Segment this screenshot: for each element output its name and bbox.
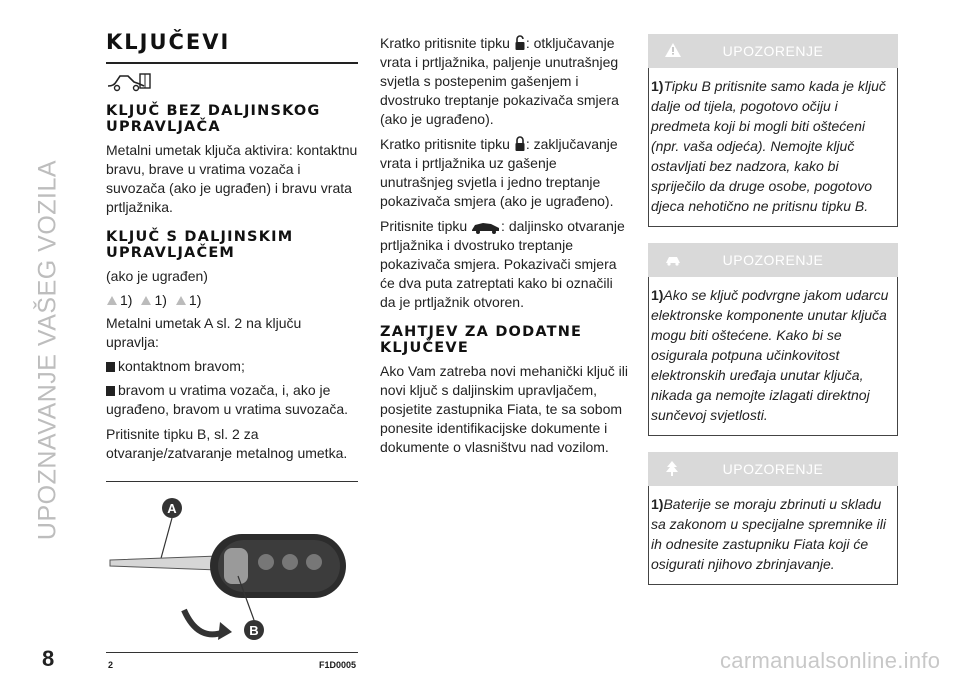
- bullet-square-icon: [106, 362, 115, 372]
- car-manual-icon: [106, 72, 358, 97]
- column-middle: [380, 34, 630, 457]
- section-title: KLJUČEVI: [106, 30, 358, 64]
- warning-header: [648, 452, 898, 486]
- tree-environment-icon: [175, 295, 187, 306]
- paragraph-metal-insert: Metalni umetak A sl. 2 na ključu upravlja:: [106, 315, 302, 350]
- paragraph-button-b: Pritisnite tipku B, sl. 2 za otvaranje/zatvaranje metalnog umetka.: [106, 426, 348, 461]
- paragraph-unlock: Kratko pritisnite tipku : otključavanje vrata i prtljažnika, paljenje unutrašnjeg svjetla s postepenim gašenjem i dvostruko treptanje pokazivača smjera (ako je ugrađeno).: [380, 35, 619, 127]
- car-trunk-icon: [471, 220, 501, 234]
- bullet-square-icon: [106, 386, 115, 396]
- sub-heading-extra-keys: ZAHTJEV ZA DODATNE KLJUČEVE: [380, 324, 583, 356]
- reference-number: 1): [154, 292, 167, 308]
- sub-heading-no-remote: KLJUČ BEZ DALJINSKOG UPRAVLJAČA: [106, 103, 321, 135]
- paragraph-trunk: Pritisnite tipku : daljinsko otvaranje prtljažnika i dvostruko treptanje pokazivača smjera. Pokazivači smjera će dva puta zatreptati kako bi označili da je prtljažnik otvoren.: [380, 218, 625, 310]
- sub-heading-remote: KLJUČ S DALJINSKIM UPRAVLJAČEM: [106, 229, 294, 261]
- warning-header: [648, 243, 898, 277]
- car-warning-icon: [140, 295, 152, 306]
- key-figure: [106, 481, 358, 670]
- padlock-open-icon: [514, 35, 526, 51]
- car-warning-icon: [664, 251, 682, 267]
- warning-box: [648, 34, 898, 227]
- warning-triangle-icon: [106, 295, 118, 306]
- paragraph-no-remote: Metalni umetak ključa aktivira: kontaktnu bravu, brave u vratima vozača i suvozača (ako je ugrađen) i bravu vrata prtljažnika.: [106, 142, 358, 215]
- paragraph-extra-keys: Ako Vam zatreba novi mehanički ključ ili novi ključ s daljinskim upravljačem, posjetite zastupnika Fiata, te sa sobom ponesite identifikacijske dokumente i dokumente o vlasništvu nad vozilom.: [380, 363, 628, 455]
- paragraph-lock: Kratko pritisnite tipku : zaključavanje vrata i prtljažnika uz gašenje unutrašnjeg svjetla i jedno treptanje pokazivača smjera (ako je ugrađeno).: [380, 136, 618, 209]
- sidebar-chapter-text: UPOZNAVANJE VAŠEG VOZILA: [33, 159, 62, 541]
- warning-text: 1)Ako se ključ podvrgne jakom udarcu elektronske komponente unutar ključa mogu biti oštećene. Kako bi se osigurala potpuna učinkovitost elektronskih uređaja unutar ključa, nikada ga nemojte izlagati direktnoj sunčevoj svjetlosti.: [648, 277, 898, 436]
- warning-triangle-icon: [664, 42, 682, 58]
- label-b: B: [249, 623, 259, 638]
- figure-number: 2: [108, 660, 114, 670]
- warning-text: 1)Tipku B pritisnite samo kada je ključ dalje od tijela, pogotovo očiju i predmeta koji bi mogli biti oštećeni (npr. vaša odjeća). Nemojte ključ ostavljati bez nadzora, kako bi spriječilo da druge osobe, pogotovo djeca nehotično ne pritisnu tipku B.: [648, 68, 898, 227]
- warning-box: [648, 243, 898, 436]
- warning-text: 1)Baterije se moraju zbrinuti u skladu sa zakonom u specijalne spremnike ili ih odnesite zastupniku Fiata koji će osigurati njihovo zbrinjavanje.: [648, 486, 898, 585]
- bullet-item: kontaktnom bravom;: [106, 357, 358, 376]
- key-illustration: [106, 482, 358, 652]
- padlock-closed-icon: [514, 136, 526, 152]
- footer-watermark-link[interactable]: carmanualsonline.info: [720, 648, 941, 673]
- label-a: A: [167, 501, 177, 516]
- column-left: [106, 30, 358, 670]
- warning-title: UPOZORENJE: [722, 252, 824, 268]
- column-warnings: [648, 34, 898, 601]
- warning-title: UPOZORENJE: [722, 43, 824, 59]
- tree-environment-icon: [664, 460, 680, 478]
- warning-header: [648, 34, 898, 68]
- page-number: 8: [42, 646, 55, 671]
- reference-number: 1): [120, 292, 133, 308]
- figure-code: F1D0005: [318, 660, 356, 670]
- note-if-fitted: (ako je ugrađen): [106, 268, 208, 284]
- warning-title: UPOZORENJE: [722, 461, 824, 477]
- reference-number: 1): [188, 292, 202, 308]
- bullet-item: bravom u vratima vozača, i, ako je ugrađeno, bravom u vratima suvozača.: [106, 382, 349, 417]
- reference-icons: [106, 292, 358, 308]
- warning-box: [648, 452, 898, 585]
